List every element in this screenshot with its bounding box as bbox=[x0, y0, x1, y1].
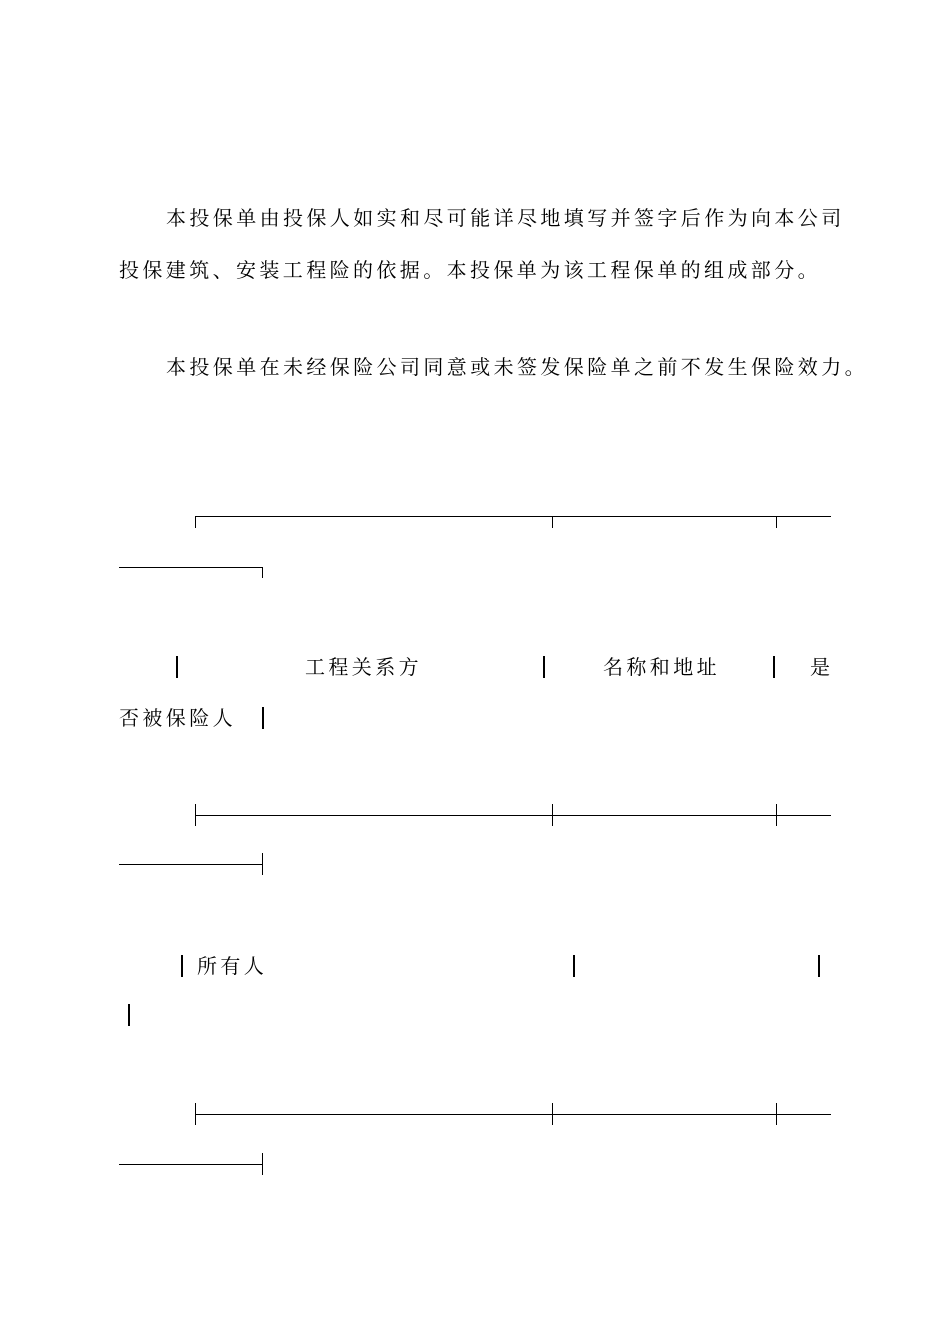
validity-paragraph: 本投保单在未经保险公司同意或未签发保险单之前不发生保险效力。 bbox=[166, 355, 868, 379]
intro-paragraph-line-2: 投保建筑、安装工程险的依据。本投保单为该工程保单的组成部分。 bbox=[119, 258, 821, 282]
row-party: 所有人 bbox=[197, 954, 268, 978]
header-name-address: 名称和地址 bbox=[603, 655, 720, 679]
header-insured-part1: 是 bbox=[810, 655, 834, 679]
intro-paragraph-line-1: 本投保单由投保人如实和尽可能详尽地填写并签字后作为向本公司 bbox=[166, 206, 845, 230]
header-insured-part2: 否被保险人 bbox=[119, 706, 236, 730]
header-party: 工程关系方 bbox=[305, 655, 422, 679]
